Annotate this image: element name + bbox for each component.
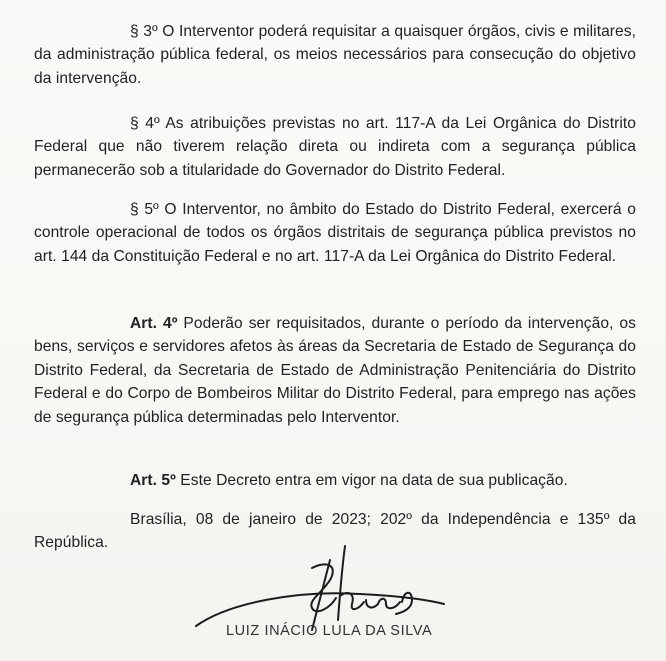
paragraph-article-5 <box>34 469 636 493</box>
article-number: Art. 5º <box>130 471 176 489</box>
paragraph-text: § 5º O Interventor, no âmbito do Estado do Distrito Federal, exercerá o controle operacional de todos os órgãos distritais de segurança pública previstos no art. 144 da Constituição Federal e no art. 117-A da Lei Orgânica do Distrito Federal. <box>34 200 636 265</box>
paragraph-section-5 <box>34 198 636 269</box>
article-number: Art. 4º <box>130 314 178 332</box>
paragraph-text: § 3º O Interventor poderá requisitar a quaisquer órgãos, civis e militares, da administração pública federal, os meios necessários para consecução do objetivo da intervenção. <box>34 22 636 87</box>
paragraph-section-3 <box>34 20 636 91</box>
signer-name: LUIZ INÁCIO LULA DA SILVA <box>226 623 433 639</box>
paragraph-text: Poderão ser requisitados, durante o período da intervenção, os bens, serviços e servidores afetos às áreas da Secretaria de Estado de Segurança do Distrito Federal, da Secretaria de Estado de Administração Penitenciária do Distrito Federal e do Corpo de Bombeiros Militar do Distrito Federal, para emprego nas ações de segurança pública determinadas pelo Interventor. <box>34 314 637 426</box>
paragraph-section-4 <box>34 112 636 183</box>
paragraph-text: Este Decreto entra em vigor na data de sua publicação. <box>175 471 568 489</box>
paragraph-article-4 <box>34 312 636 430</box>
paragraph-text: Brasília, 08 de janeiro de 2023; 202º da Independência e 135º da República. <box>34 510 636 552</box>
paragraph-text: § 4º As atribuições previstas no art. 117-A da Lei Orgânica do Distrito Federal que não tiverem relação direta ou indireta com a segurança pública permanecerão sob a titularidade do Governador do Distrito Federal. <box>34 114 636 179</box>
